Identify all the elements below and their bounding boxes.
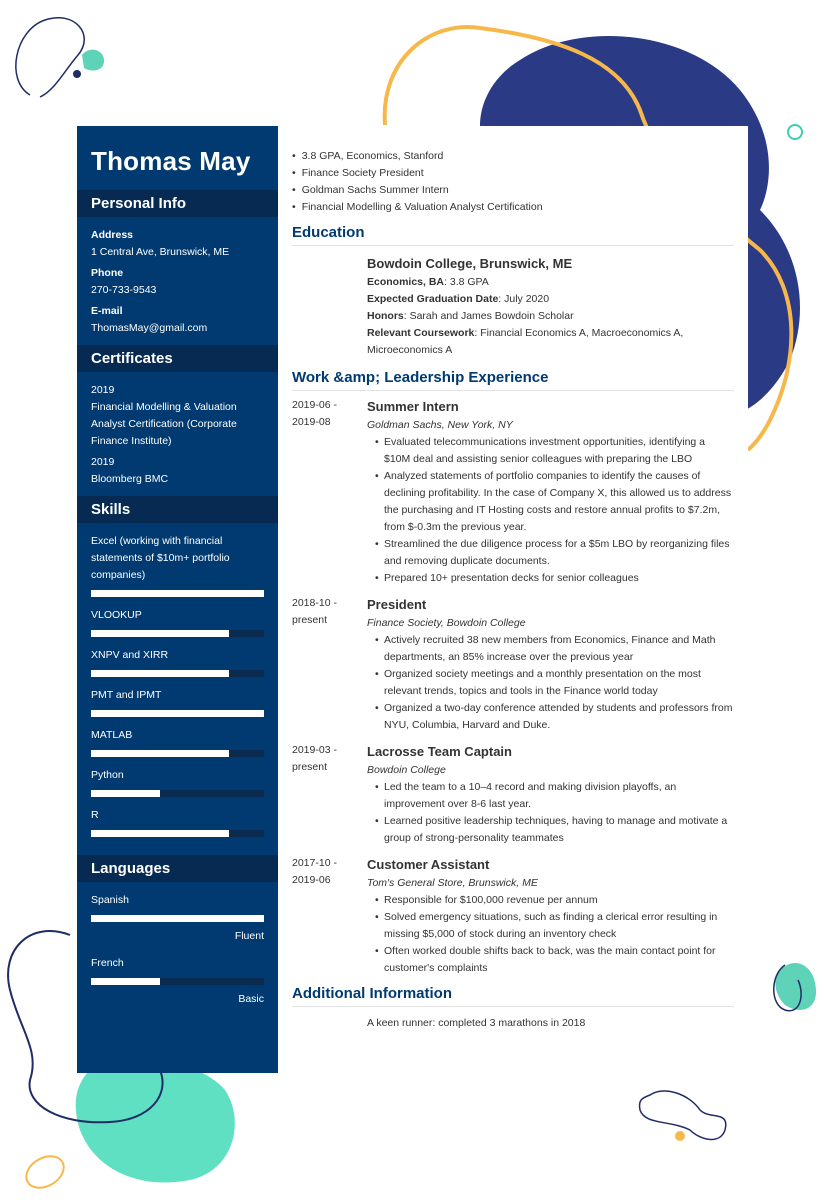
navy-dot (73, 70, 81, 78)
skill-name: Excel (working with financial statements of $10m+ portfolio companies) (91, 535, 230, 581)
job-dates (292, 742, 367, 847)
skill-item (91, 807, 264, 837)
job-content (367, 742, 734, 847)
skills-heading: Skills (77, 496, 278, 523)
skill-name: Python (91, 769, 124, 781)
skill-level-fill (91, 590, 264, 597)
education-line-label: Economics, BA (367, 276, 445, 288)
skill-name: R (91, 809, 99, 821)
job-date-start: 2019-06 - (292, 399, 337, 411)
job-bullets (367, 632, 734, 734)
languages-list (77, 882, 278, 1026)
education-line-label: Expected Graduation Date (367, 293, 499, 305)
job-entry (278, 595, 748, 734)
skill-level-fill (91, 790, 160, 797)
skill-item (91, 767, 264, 797)
address-label: Address (91, 229, 134, 241)
address-value: 1 Central Ave, Brunswick, ME (91, 246, 230, 258)
language-level-fill (91, 978, 160, 985)
work-heading: Work &amp; Leadership Experience (292, 369, 734, 391)
language-level-label: Basic (238, 993, 264, 1005)
certificate-year: 2019 (91, 384, 115, 396)
summary-item: • 3.8 GPA, Economics, Stanford (292, 148, 748, 165)
job-date-start: 2018-10 - (292, 597, 337, 609)
job-role: Customer Assistant (367, 857, 490, 872)
education-line (367, 308, 734, 325)
additional-heading: Additional Information (292, 985, 734, 1007)
skill-item (91, 687, 264, 717)
job-bullets (367, 892, 734, 977)
school-name: Bowdoin College, Brunswick, ME (367, 256, 573, 271)
job-organization: Finance Society, Bowdoin College (367, 617, 526, 629)
job-entry (278, 855, 748, 977)
job-content (367, 855, 734, 977)
teal-spot (82, 50, 104, 71)
language-level-bar (91, 915, 264, 922)
job-date-start: 2019-03 - (292, 744, 337, 756)
education-line (367, 325, 734, 359)
education-line-label: Honors (367, 310, 404, 322)
education-entry (278, 254, 748, 359)
education-details (367, 274, 734, 359)
phone-value: 270-733-9543 (91, 284, 157, 296)
job-bullets (367, 434, 734, 587)
job-date-end: 2019-08 (292, 416, 331, 428)
skill-level-bar (91, 710, 264, 717)
skill-item (91, 647, 264, 677)
job-bullets (367, 779, 734, 847)
phone-label: Phone (91, 267, 124, 279)
skill-level-bar (91, 590, 264, 597)
job-date-end: present (292, 761, 328, 773)
skill-level-fill (91, 830, 229, 837)
job-entry (278, 742, 748, 847)
orange-ring-bottom (21, 1150, 70, 1194)
job-organization: Tom's General Store, Brunswick, ME (367, 877, 538, 889)
skill-item (91, 533, 264, 597)
job-bullet: • Analyzed statements of portfolio companies to identify the causes of declining profitability. In the case of Company X, this allowed us to address the purchasing and IT Hosting costs and restore annual profits to $7.2m, from $-0.3m the previous year. (375, 468, 734, 536)
sidebar (77, 126, 278, 1073)
candidate-name: Thomas May (91, 146, 251, 176)
certificate-year: 2019 (91, 456, 115, 468)
job-organization: Bowdoin College (367, 764, 446, 776)
skill-level-fill (91, 750, 229, 757)
job-role: Lacrosse Team Captain (367, 744, 512, 759)
main-content (278, 126, 748, 1073)
job-date-start: 2017-10 - (292, 857, 337, 869)
job-bullet: • Solved emergency situations, such as finding a clerical error resulting in missing $5,000 of stock during an inventory check (375, 909, 734, 943)
education-line-value: : Sarah and James Bowdoin Scholar (403, 310, 574, 322)
job-date-end: 2019-06 (292, 874, 331, 886)
education-line-value: : Financial Economics A, Macroeconomics A, Microeconomics A (367, 327, 684, 356)
skill-level-fill (91, 630, 229, 637)
language-level-label: Fluent (234, 930, 264, 942)
job-bullet: • Actively recruited 38 new members from Economics, Finance and Math departments, an 85% increase over the previous year (375, 632, 734, 666)
language-name: Spanish (91, 894, 129, 906)
job-bullet: • Streamlined the due diligence process for a $5m LBO by reorganizing files and removing duplicate documents. (375, 536, 734, 570)
job-entry (278, 397, 748, 587)
summary-item: • Finance Society President (292, 165, 748, 182)
job-organization: Goldman Sachs, New York, NY (367, 419, 513, 431)
job-date-end: present (292, 614, 328, 626)
skill-name: PMT and IPMT (91, 689, 162, 701)
skill-level-bar (91, 790, 264, 797)
job-dates (292, 397, 367, 587)
education-line-value: : July 2020 (498, 293, 550, 305)
email-label: E-mail (91, 305, 123, 317)
skill-name: XNPV and XIRR (91, 649, 169, 661)
job-role: President (367, 597, 427, 612)
job-bullet: • Prepared 10+ presentation decks for senior colleagues (375, 570, 734, 587)
summary-list (278, 126, 748, 216)
personal-info-heading: Personal Info (77, 190, 278, 217)
skills-list (77, 523, 278, 855)
skill-name: MATLAB (91, 729, 133, 741)
teal-blob (76, 1060, 235, 1183)
certificate-name: Financial Modelling & Valuation Analyst Certification (Corporate Finance Institute) (91, 401, 237, 447)
additional-entry (278, 1015, 748, 1032)
orange-dot (675, 1131, 685, 1141)
job-bullet: • Organized society meetings and a monthly presentation on the most relevant trends, topics and tools in the Finance world today (375, 666, 734, 700)
education-line (367, 291, 734, 308)
job-dates (292, 855, 367, 977)
certificates-heading: Certificates (77, 345, 278, 372)
skill-level-fill (91, 670, 229, 677)
job-content (367, 595, 734, 734)
email-value: ThomasMay@gmail.com (91, 322, 208, 334)
job-bullet: • Led the team to a 10–4 record and making division playoffs, an improvement over 8-6 last year. (375, 779, 734, 813)
teal-blob-right (775, 963, 816, 1010)
language-item (91, 955, 264, 1008)
job-bullet: • Organized a two-day conference attended by students and professors from NYU, Columbia, Harvard and Duke. (375, 700, 734, 734)
personal-info (77, 217, 278, 345)
job-bullet: • Responsible for $100,000 revenue per annum (375, 892, 734, 909)
language-level-bar (91, 978, 264, 985)
skill-item (91, 727, 264, 757)
teal-ring (788, 125, 802, 139)
job-bullet: • Often worked double shifts back to back, was the main contact point for customer's complaints (375, 943, 734, 977)
job-dates (292, 595, 367, 734)
certificates-list (77, 372, 278, 496)
skill-name: VLOOKUP (91, 609, 142, 621)
additional-text: A keen runner: completed 3 marathons in 2018 (367, 1017, 586, 1029)
job-role: Summer Intern (367, 399, 459, 414)
skill-item (91, 607, 264, 637)
summary-item: • Financial Modelling & Valuation Analyst Certification (292, 199, 748, 216)
education-heading: Education (292, 224, 734, 246)
job-bullet: • Learned positive leadership techniques, having to manage and motivate a group of strong-personality teammates (375, 813, 734, 847)
skill-level-bar (91, 630, 264, 637)
navy-loop (16, 18, 84, 97)
skill-level-fill (91, 710, 264, 717)
work-list (278, 397, 748, 977)
language-item (91, 892, 264, 945)
education-line-label: Relevant Coursework (367, 327, 475, 339)
job-content (367, 397, 734, 587)
education-line-value: : 3.8 GPA (444, 276, 489, 288)
skill-level-bar (91, 670, 264, 677)
skill-level-bar (91, 830, 264, 837)
language-name: French (91, 957, 124, 969)
summary-item: • Goldman Sachs Summer Intern (292, 182, 748, 199)
skill-level-bar (91, 750, 264, 757)
certificate-name: Bloomberg BMC (91, 473, 169, 485)
language-level-fill (91, 915, 264, 922)
education-line (367, 274, 734, 291)
languages-heading: Languages (77, 855, 278, 882)
job-bullet: • Evaluated telecommunications investment opportunities, identifying a $10M deal and assisting senior colleagues with preparing the LBO (375, 434, 734, 468)
